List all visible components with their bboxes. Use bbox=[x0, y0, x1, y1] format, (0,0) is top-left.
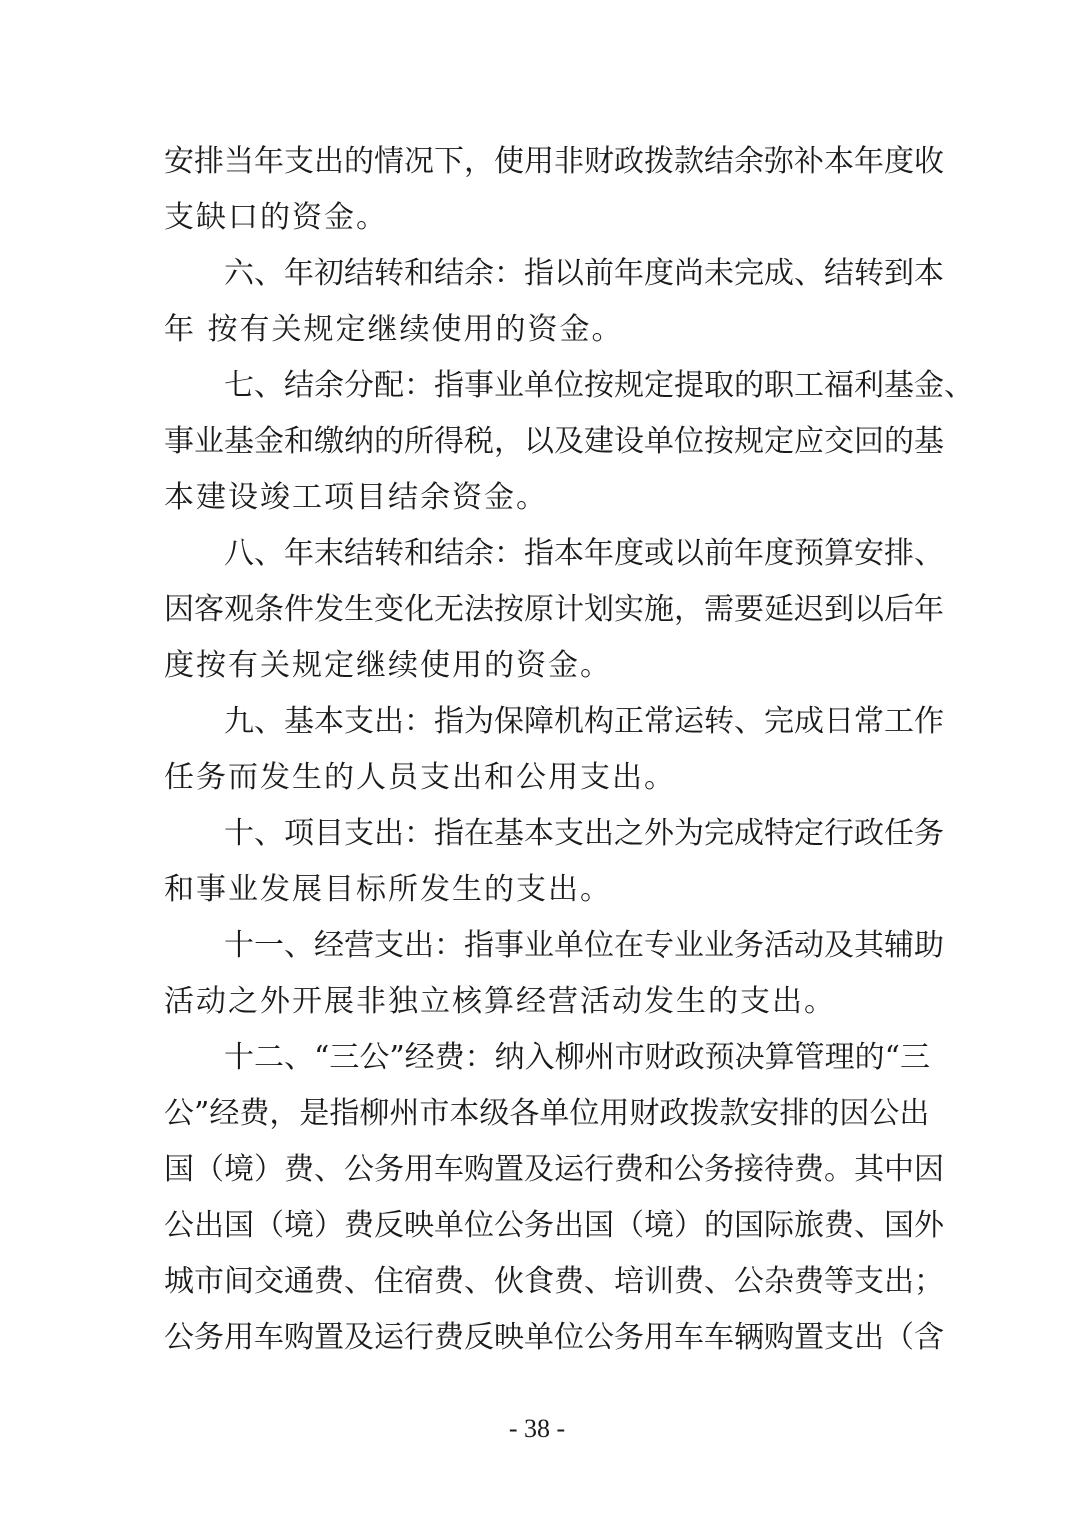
text-line: 九、基本支出：指为保障机构正常运转、完成日常工作 bbox=[164, 704, 944, 739]
text-line: 事业基金和缴纳的所得税，以及建设单位按规定应交回的基 bbox=[164, 424, 944, 459]
document-body bbox=[164, 134, 974, 1366]
text-line: 因客观条件发生变化无法按原计划实施，需要延迟到以后年 bbox=[164, 592, 944, 627]
text-line: 八、年末结转和结余：指本年度或以前年度预算安排、 bbox=[164, 536, 944, 571]
text-line: 任务而发生的人员支出和公用支出。 bbox=[164, 760, 676, 795]
text-line: 支缺口的资金。 bbox=[164, 200, 388, 235]
text-line: 公出国（境）费反映单位公务出国（境）的国际旅费、国外 bbox=[164, 1208, 944, 1243]
page-number: - 38 - bbox=[508, 1414, 566, 1443]
text-line: 七、结余分配：指事业单位按规定提取的职工福利基金、 bbox=[164, 368, 974, 403]
text-line: 国（境）费、公务用车购置及运行费和公务接待费。其中因 bbox=[164, 1152, 944, 1187]
text-line: 活动之外开展非独立核算经营活动发生的支出。 bbox=[164, 984, 836, 1019]
text-line: 六、年初结转和结余：指以前年度尚未完成、结转到本 bbox=[164, 256, 944, 291]
text-line: 十一、经营支出：指事业单位在专业业务活动及其辅助 bbox=[164, 928, 944, 963]
text-line: 度按有关规定继续使用的资金。 bbox=[164, 648, 612, 683]
text-line: 十二、“三公”经费：纳入柳州市财政预决算管理的“三 bbox=[164, 1040, 931, 1075]
text-line: 安排当年支出的情况下，使用非财政拨款结余弥补本年度收 bbox=[164, 144, 944, 179]
text-line: 和事业发展目标所发生的支出。 bbox=[164, 872, 612, 907]
text-line: 十、项目支出：指在基本支出之外为完成特定行政任务 bbox=[164, 816, 944, 851]
text-line: 城市间交通费、住宿费、伙食费、培训费、公杂费等支出； bbox=[164, 1264, 944, 1299]
text-line: 公”经费，是指柳州市本级各单位用财政拨款安排的因公出 bbox=[164, 1096, 930, 1131]
text-line: 年 按有关规定继续使用的资金。 bbox=[164, 312, 624, 347]
text-line: 本建设竣工项目结余资金。 bbox=[164, 480, 548, 515]
text-line: 公务用车购置及运行费反映单位公务用车车辆购置支出（含 bbox=[164, 1320, 944, 1355]
